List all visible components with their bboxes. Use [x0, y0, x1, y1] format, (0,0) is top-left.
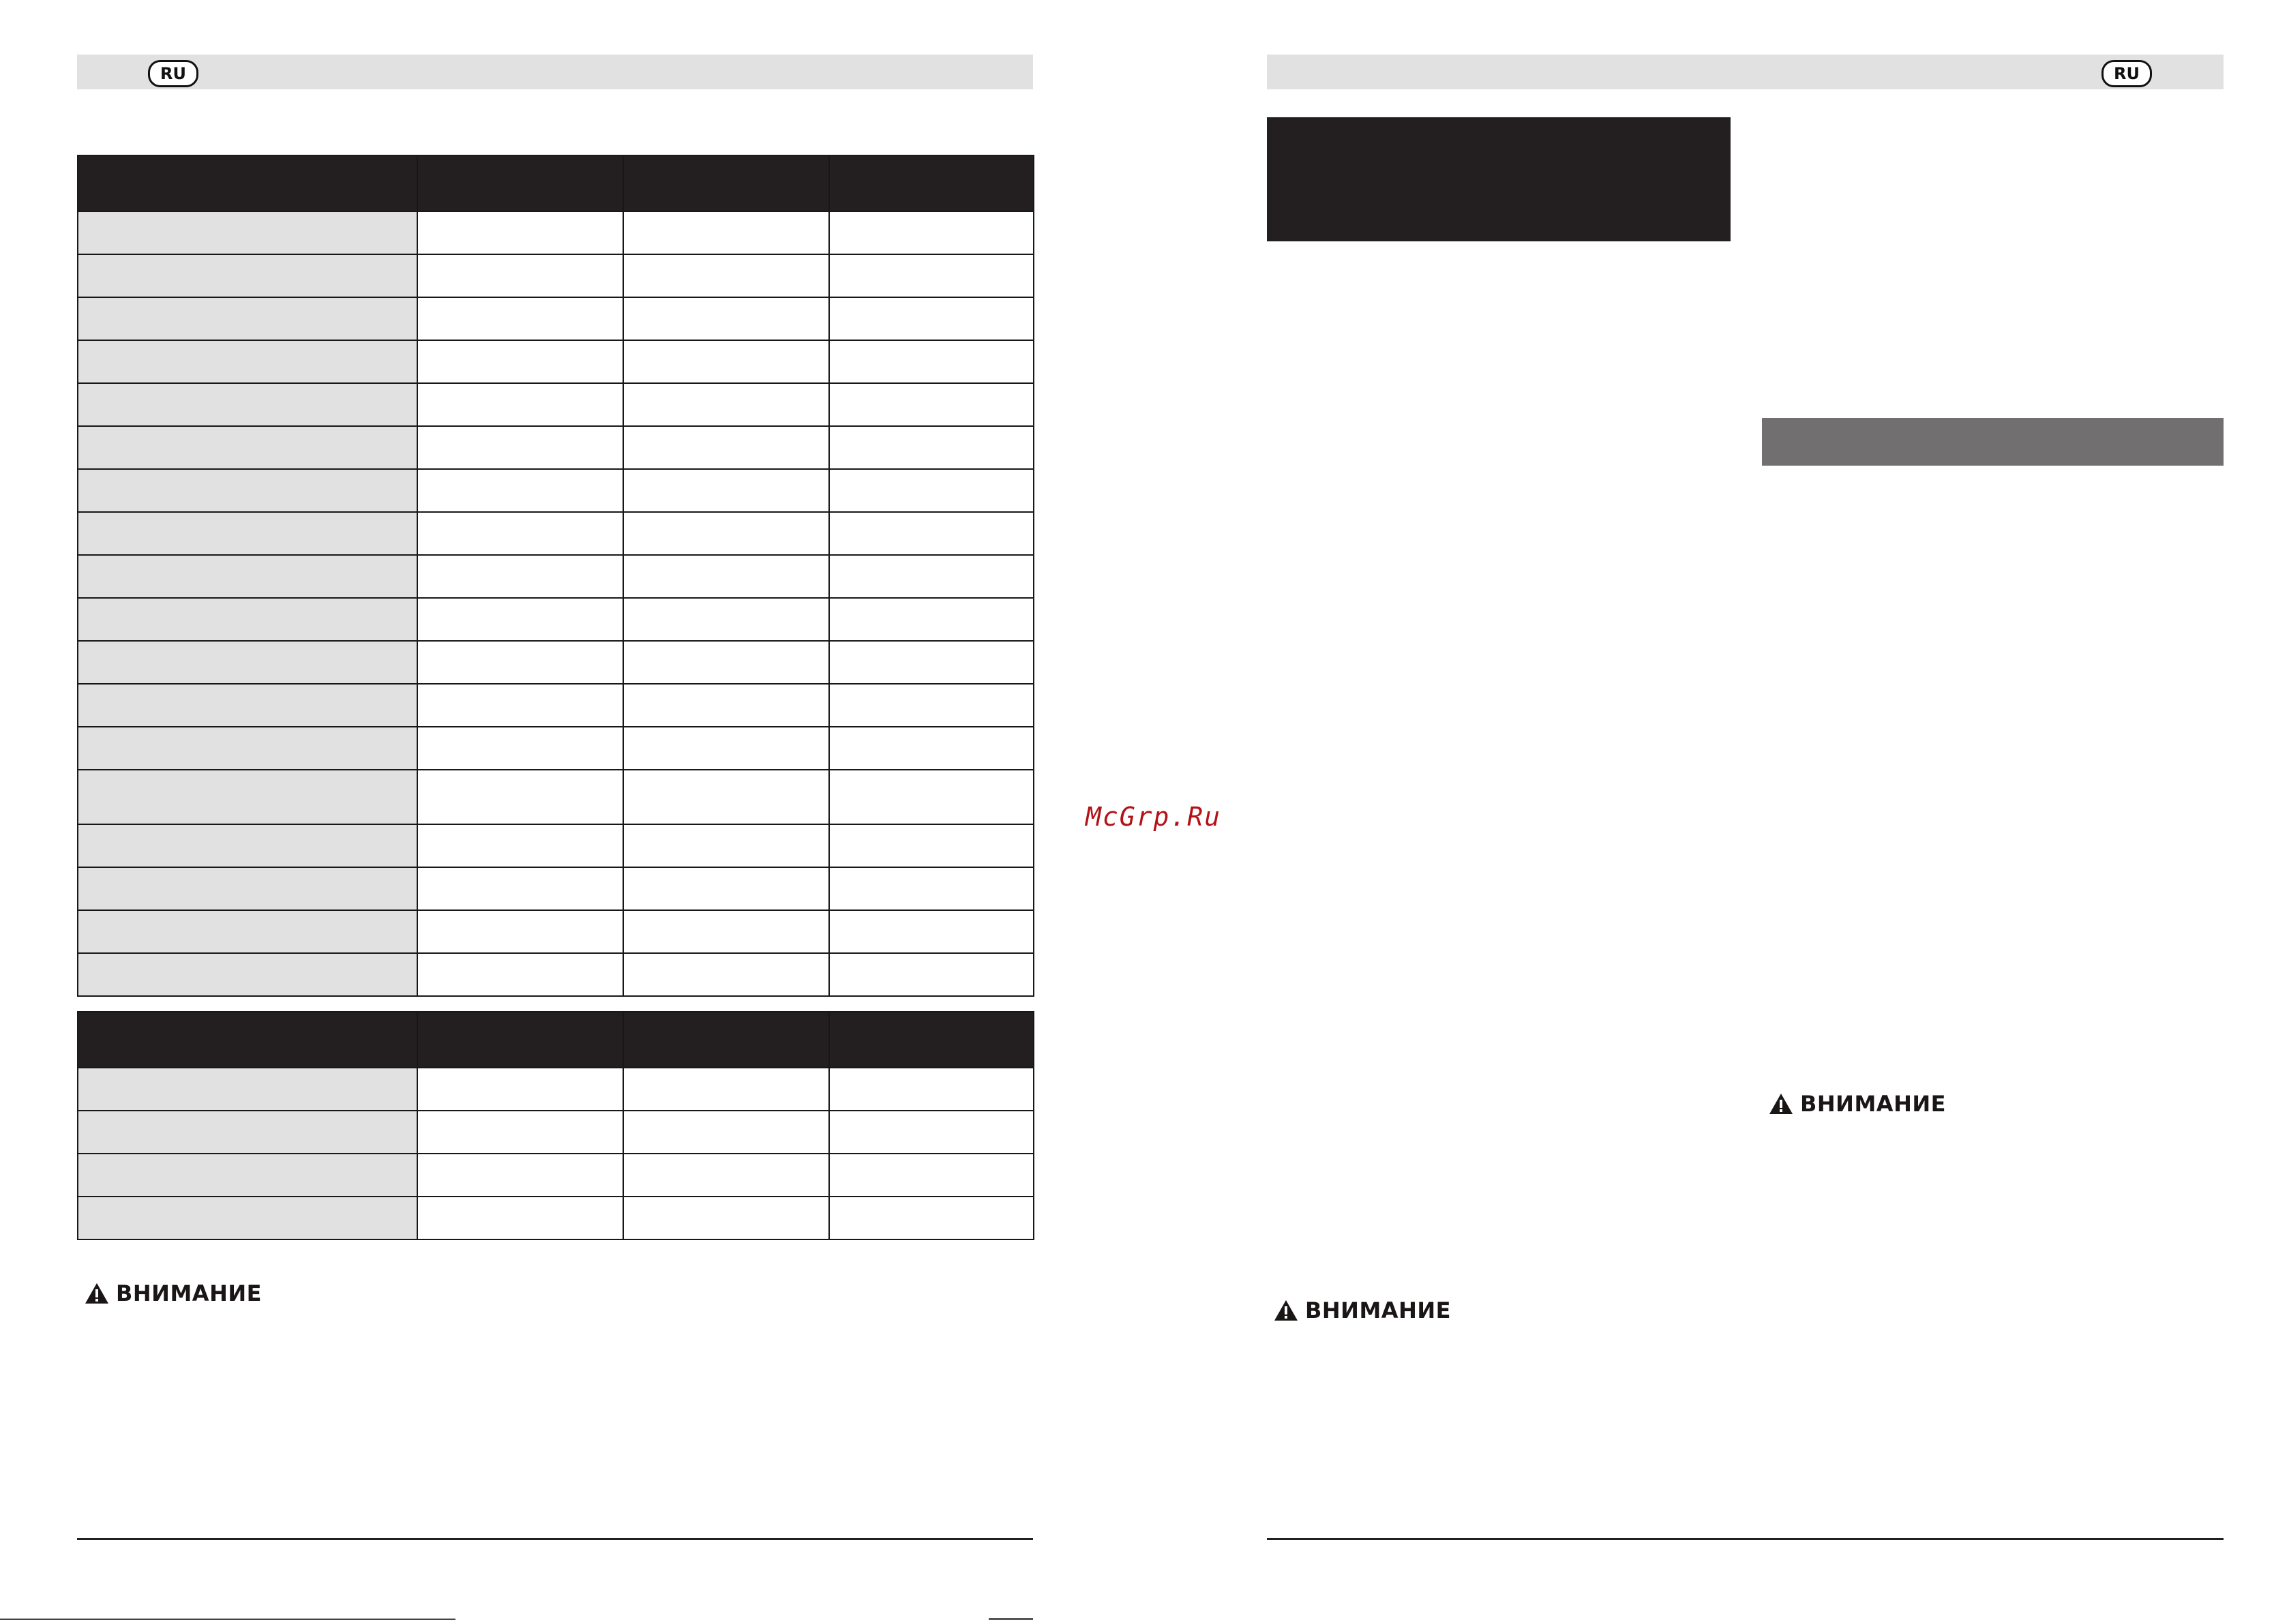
value-cell [417, 684, 623, 727]
warning-triangle-icon [85, 1282, 109, 1304]
value-cell [417, 953, 623, 996]
bottom-edge-line [0, 1619, 455, 1620]
value-cell [623, 1197, 829, 1239]
warning-triangle-icon [1769, 1093, 1793, 1115]
warning-label: ВНИМАНИЕ [116, 1280, 262, 1306]
row-label-cell [78, 1197, 417, 1239]
table-row [78, 641, 1034, 684]
value-cell [829, 555, 1034, 598]
value-cell [623, 824, 829, 867]
row-label-cell [78, 684, 417, 727]
warning-label: ВНИМАНИЕ [1800, 1091, 1946, 1117]
table-row [78, 512, 1034, 555]
left-warning [85, 1280, 262, 1307]
value-cell [829, 953, 1034, 996]
value-cell [417, 383, 623, 426]
value-cell [829, 211, 1034, 254]
bottom-edge-mark [989, 1618, 1033, 1620]
row-label-cell [78, 598, 417, 641]
value-cell [417, 824, 623, 867]
value-cell [623, 555, 829, 598]
table-header-row [78, 1012, 1034, 1068]
value-cell [417, 641, 623, 684]
value-cell [623, 910, 829, 953]
value-cell [623, 867, 829, 910]
row-label-cell [78, 555, 417, 598]
row-label-cell [78, 426, 417, 469]
value-cell [417, 867, 623, 910]
table-row [78, 1068, 1034, 1111]
value-cell [417, 254, 623, 297]
row-label-cell [78, 1154, 417, 1197]
value-cell [623, 340, 829, 383]
table-row [78, 469, 1034, 512]
value-cell [623, 1068, 829, 1111]
table-row [78, 1111, 1034, 1154]
table-header-cell [417, 155, 623, 211]
value-cell [829, 867, 1034, 910]
row-label-cell [78, 727, 417, 770]
table-row [78, 555, 1034, 598]
value-cell [623, 1154, 829, 1197]
value-cell [829, 910, 1034, 953]
row-label-cell [78, 254, 417, 297]
left-lang-badge: RU [148, 60, 198, 87]
value-cell [829, 512, 1034, 555]
value-cell [417, 469, 623, 512]
row-label-cell [78, 824, 417, 867]
table-row [78, 297, 1034, 340]
value-cell [417, 555, 623, 598]
value-cell [623, 512, 829, 555]
value-cell [829, 770, 1034, 824]
table-header-cell [829, 155, 1034, 211]
value-cell [829, 598, 1034, 641]
section-heading-bar [1762, 418, 2224, 466]
value-cell [417, 910, 623, 953]
table-row [78, 598, 1034, 641]
value-cell [829, 641, 1034, 684]
value-cell [417, 340, 623, 383]
table-header-cell [623, 1012, 829, 1068]
table-row [78, 953, 1034, 996]
table-row [78, 910, 1034, 953]
table-row [78, 1197, 1034, 1239]
spec-table-1 [77, 155, 1034, 997]
row-label-cell [78, 1068, 417, 1111]
value-cell [829, 824, 1034, 867]
table-row [78, 770, 1034, 824]
table-row [78, 426, 1034, 469]
table-row [78, 684, 1034, 727]
value-cell [417, 1197, 623, 1239]
value-cell [623, 641, 829, 684]
table-row [78, 824, 1034, 867]
table-header-cell [417, 1012, 623, 1068]
row-label-cell [78, 340, 417, 383]
value-cell [417, 1154, 623, 1197]
value-cell [829, 1068, 1034, 1111]
row-label-cell [78, 469, 417, 512]
value-cell [417, 598, 623, 641]
right-warning-column2 [1769, 1090, 1946, 1117]
value-cell [417, 426, 623, 469]
black-title-box [1267, 117, 1731, 241]
row-label-cell [78, 383, 417, 426]
value-cell [623, 297, 829, 340]
value-cell [417, 770, 623, 824]
watermark-text: McGrp.Ru [1086, 802, 1222, 832]
value-cell [623, 598, 829, 641]
value-cell [829, 727, 1034, 770]
value-cell [623, 211, 829, 254]
table-header-cell [829, 1012, 1034, 1068]
value-cell [417, 1068, 623, 1111]
table-row [78, 1154, 1034, 1197]
value-cell [829, 1197, 1034, 1239]
value-cell [417, 1111, 623, 1154]
row-label-cell [78, 1111, 417, 1154]
table-header-cell [78, 1012, 417, 1068]
table-row [78, 254, 1034, 297]
table-header-cell [78, 155, 417, 211]
row-label-cell [78, 641, 417, 684]
table-row [78, 340, 1034, 383]
table-row [78, 727, 1034, 770]
table-header-row [78, 155, 1034, 211]
table-row [78, 867, 1034, 910]
left-footer-rule [77, 1538, 1033, 1540]
value-cell [623, 383, 829, 426]
value-cell [829, 383, 1034, 426]
row-label-cell [78, 512, 417, 555]
spec-table-2 [77, 1011, 1034, 1240]
table-row [78, 383, 1034, 426]
value-cell [829, 1111, 1034, 1154]
value-cell [623, 254, 829, 297]
right-header-bar [1267, 55, 2224, 89]
value-cell [829, 297, 1034, 340]
row-label-cell [78, 910, 417, 953]
row-label-cell [78, 297, 417, 340]
warning-triangle-icon [1274, 1299, 1298, 1321]
value-cell [623, 727, 829, 770]
right-footer-rule [1267, 1538, 2224, 1540]
value-cell [623, 1111, 829, 1154]
row-label-cell [78, 953, 417, 996]
table-row [78, 211, 1034, 254]
value-cell [829, 1154, 1034, 1197]
value-cell [829, 684, 1034, 727]
row-label-cell [78, 770, 417, 824]
value-cell [623, 684, 829, 727]
table-header-cell [623, 155, 829, 211]
right-lang-badge: RU [2101, 60, 2152, 87]
left-header-bar [77, 55, 1033, 89]
value-cell [829, 469, 1034, 512]
value-cell [417, 512, 623, 555]
value-cell [829, 340, 1034, 383]
value-cell [417, 297, 623, 340]
warning-label: ВНИМАНИЕ [1305, 1297, 1451, 1323]
value-cell [417, 211, 623, 254]
value-cell [829, 426, 1034, 469]
right-warning-column1 [1274, 1297, 1451, 1324]
row-label-cell [78, 211, 417, 254]
value-cell [623, 770, 829, 824]
value-cell [623, 426, 829, 469]
value-cell [829, 254, 1034, 297]
value-cell [623, 953, 829, 996]
row-label-cell [78, 867, 417, 910]
value-cell [417, 727, 623, 770]
value-cell [623, 469, 829, 512]
